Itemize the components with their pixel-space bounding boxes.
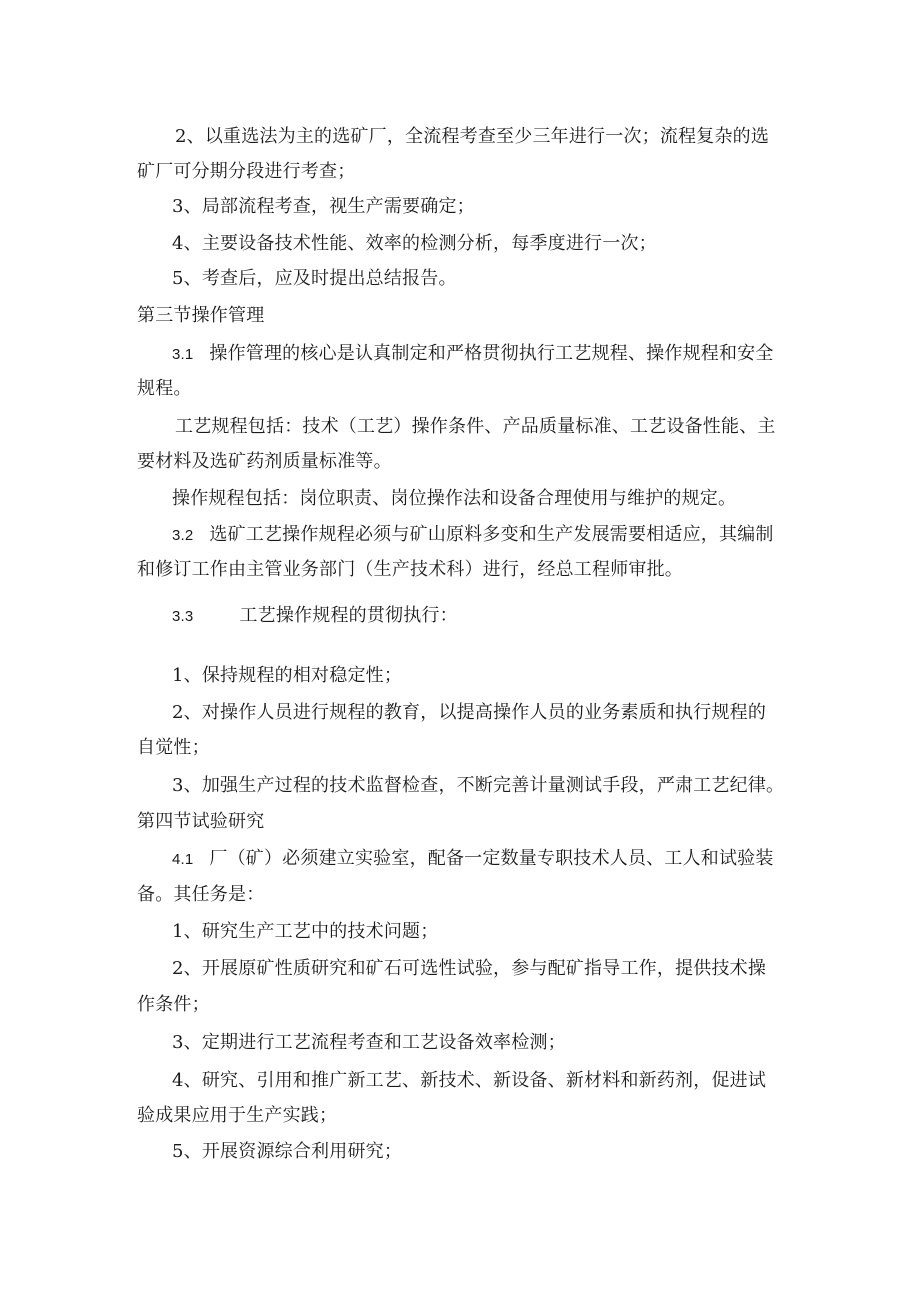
- paragraph-line: 矿厂可分期分段进行考查；: [137, 161, 356, 182]
- section-heading: 第三节操作管理: [137, 305, 265, 326]
- clause-text: 选矿工艺操作规程必须与矿山原料多变和生产发展需要相适应，其编制: [209, 524, 774, 545]
- clause-number: 3.1: [172, 346, 194, 363]
- paragraph-line: 验成果应用于生产实践；: [137, 1105, 338, 1126]
- paragraph-line: 自觉性；: [137, 737, 210, 758]
- list-item: 3、加强生产过程的技术监督检查，不断完善计量测试手段，严肃工艺纪律。: [172, 775, 785, 796]
- list-item: 2、开展原矿性质研究和矿石可选性试验，参与配矿指导工作，提供技术操: [172, 958, 767, 979]
- clause-number: 3.3: [172, 608, 194, 625]
- paragraph-line: 2、以重选法为主的选矿厂，全流程考查至少三年进行一次；流程复杂的选: [175, 126, 770, 147]
- paragraph-line: 4、主要设备技术性能、效率的检测分析，每季度进行一次；: [172, 233, 657, 254]
- paragraph-line: 5、考查后，应及时提出总结报告。: [172, 268, 457, 289]
- paragraph-line: 3、局部流程考查，视生产需要确定；: [172, 196, 475, 217]
- paragraph-line: [172, 343, 774, 366]
- clause-text: 操作管理的核心是认真制定和严格贯彻执行工艺规程、操作规程和安全: [209, 343, 774, 364]
- paragraph-line: [172, 524, 774, 547]
- paragraph-line: 规程。: [137, 378, 192, 399]
- clause-number: 3.2: [172, 527, 194, 544]
- section-heading: 第四节试验研究: [137, 811, 265, 832]
- clause-number: 4.1: [172, 851, 194, 868]
- paragraph-line: 备。其任务是：: [137, 884, 265, 905]
- paragraph-line: 要材料及选矿药剂质量标准等。: [137, 451, 392, 472]
- list-item: 1、保持规程的相对稳定性；: [172, 665, 403, 686]
- paragraph-line: 作条件；: [137, 994, 210, 1015]
- list-item: 3、定期进行工艺流程考查和工艺设备效率检测；: [172, 1032, 566, 1053]
- paragraph-line: [172, 605, 458, 628]
- list-item: 2、对操作人员进行规程的教育，以提高操作人员的业务素质和执行规程的: [172, 702, 767, 723]
- paragraph-line: 工艺规程包括：技术（工艺）操作条件、产品质量标准、工艺设备性能、主: [175, 416, 776, 437]
- paragraph-line: 和修订工作由主管业务部门（生产技术科）进行，经总工程师审批。: [137, 559, 683, 580]
- clause-text: 工艺操作规程的贯彻执行：: [239, 605, 458, 626]
- paragraph-line: [172, 848, 774, 871]
- clause-text: 厂（矿）必须建立实验室，配备一定数量专职技术人员、工人和试验装: [209, 848, 774, 869]
- list-item: 4、研究、引用和推广新工艺、新技术、新设备、新材料和新药剂，促进试: [172, 1070, 767, 1091]
- list-item: 1、研究生产工艺中的技术问题；: [172, 921, 439, 942]
- list-item: 5、开展资源综合利用研究；: [172, 1141, 403, 1162]
- paragraph-line: 操作规程包括：岗位职责、岗位操作法和设备合理使用与维护的规定。: [172, 488, 737, 509]
